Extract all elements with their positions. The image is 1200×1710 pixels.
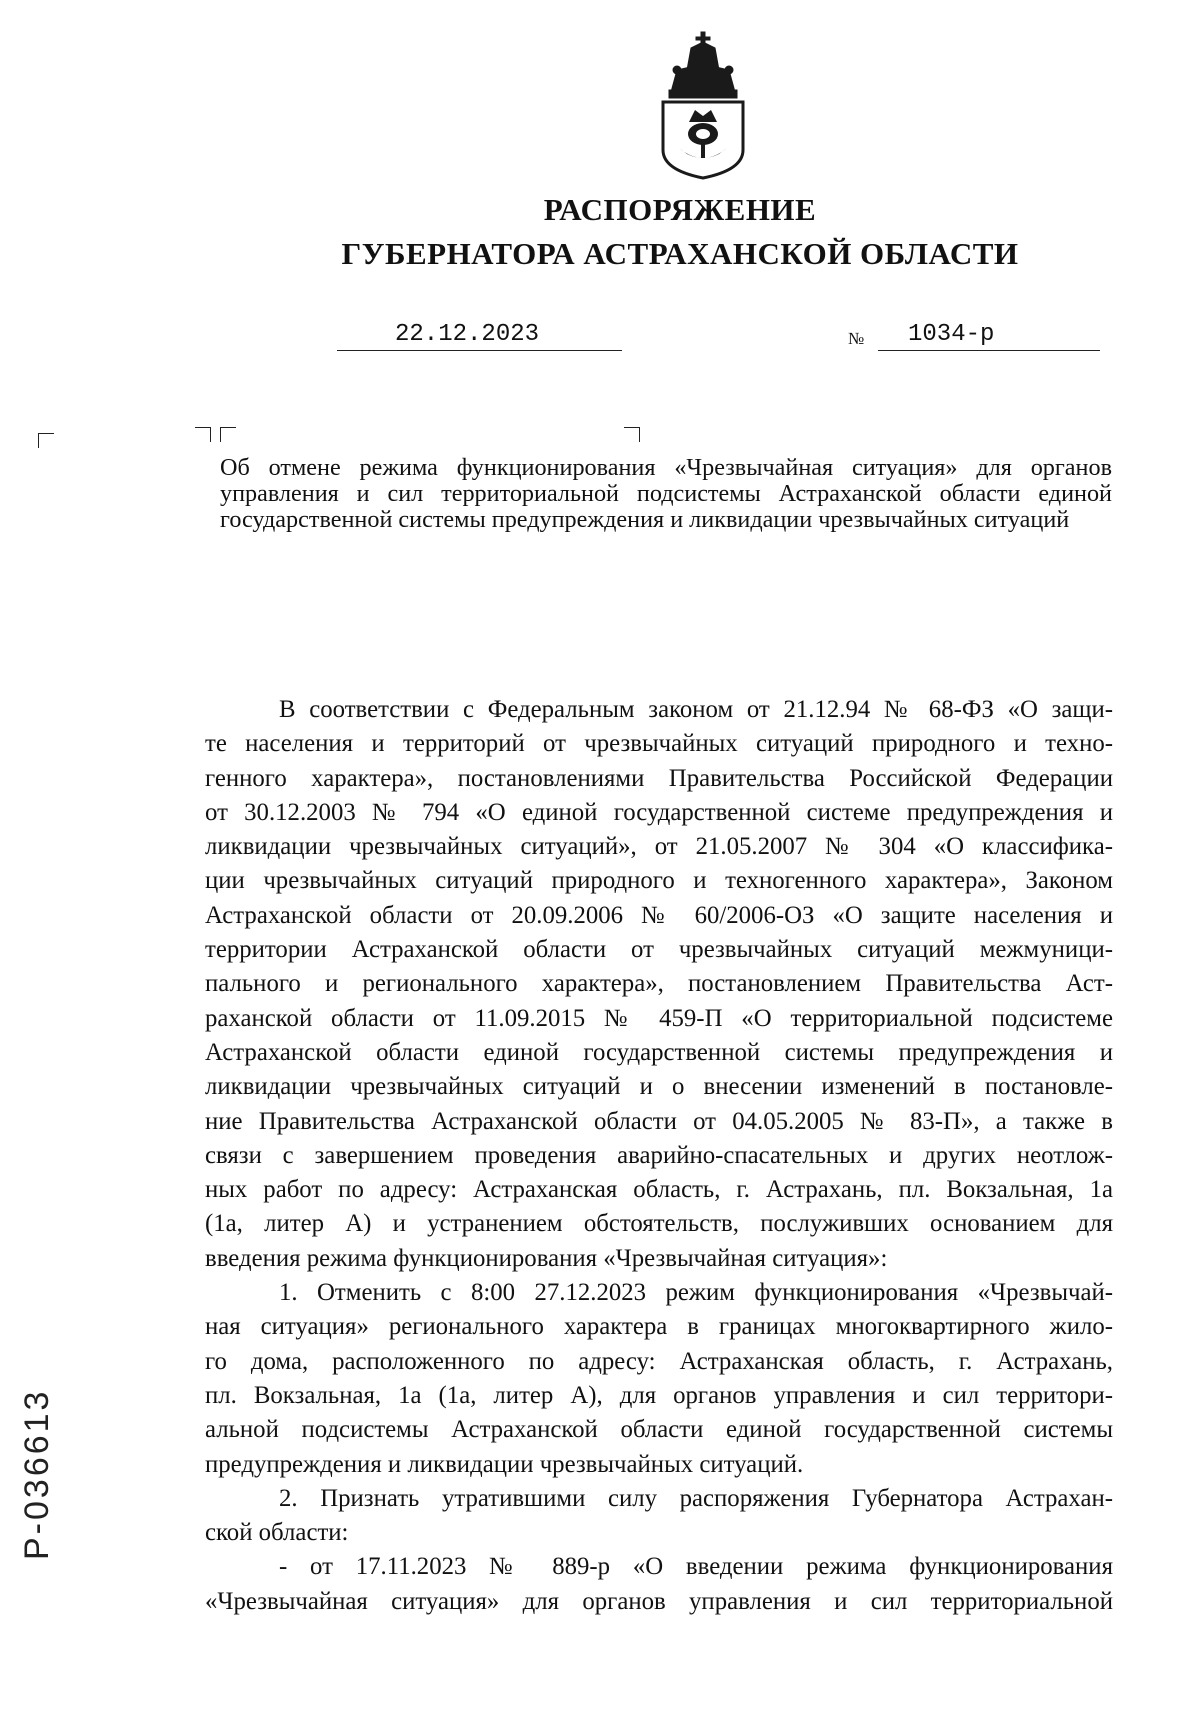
document-date: 22.12.2023 (395, 321, 540, 348)
body-line: раханской области от 11.09.2015 № 459-П «О территориальной подсистеме (205, 1004, 1113, 1032)
body-line: альной подсистемы Астраханской области единой государственной системы (205, 1416, 1113, 1444)
body-line: пального и регионального характера», постановлением Правительства Аст- (205, 970, 1113, 998)
corner-mark (220, 427, 236, 442)
issuing-authority-title: ГУБЕРНАТОРА АСТРАХАНСКОЙ ОБЛАСТИ (341, 236, 1019, 271)
body-line: го дома, расположенного по адресу: Астраханская область, г. Астрахань, (205, 1347, 1113, 1375)
body-line: введения режима функционирования «Чрезвычайная ситуация»: (205, 1244, 888, 1272)
body-line: Астраханской области единой государственной системы предупреждения и (205, 1038, 1113, 1066)
body-line: ликвидации чрезвычайных ситуаций», от 21.05.2007 № 304 «О классифика- (205, 833, 1113, 861)
body-line: 1. Отменить с 8:00 27.12.2023 режим функционирования «Чрезвычай- (279, 1279, 1113, 1307)
document-number: 1034-р (908, 321, 995, 348)
body-line: ная ситуация» регионального характера в границах многоквартирного жило- (205, 1313, 1113, 1341)
body-line: от 30.12.2003 № 794 «О единой государственной системе предупреждения и (205, 798, 1113, 826)
body-line: В соответствии с Федеральным законом от 21.12.94 № 68-ФЗ «О защи- (279, 696, 1113, 723)
corner-mark (38, 433, 54, 448)
body-line: ние Правительства Астраханской области от 04.05.2005 № 83-П», а также в (205, 1107, 1113, 1135)
serial-number: Р-036613 (18, 1388, 56, 1560)
body-line: предупреждения и ликвидации чрезвычайных ситуаций. (205, 1450, 804, 1478)
body-line: ных работ по адресу: Астраханская область, г. Астрахань, пл. Вокзальная, 1а (205, 1176, 1113, 1204)
body-line: пл. Вокзальная, 1а (1а, литер А), для органов управления и сил территори- (205, 1381, 1113, 1409)
document-type-title: РАСПОРЯЖЕНИЕ (543, 192, 817, 227)
document-number-field (878, 320, 1100, 351)
body-line: ликвидации чрезвычайных ситуаций и о внесении изменений в постановле- (205, 1073, 1113, 1101)
document-subject: Об отмене режима функционирования «Чрезвычайная ситуация» для органов управления и сил территориальной подсистемы Астраханской области единой государственной системы предупреждения и ликвидации чрезвычайных ситуаций (220, 454, 1112, 533)
document-body (205, 693, 1113, 1619)
corner-mark (195, 427, 211, 442)
number-sign-label: № (848, 329, 865, 348)
body-line: связи с завершением проведения аварийно-спасательных и других неотлож- (205, 1141, 1113, 1169)
body-line: ции чрезвычайных ситуаций природного и техногенного характера», Законом (205, 867, 1113, 895)
body-line: «Чрезвычайная ситуация» для органов управления и сил территориальной (205, 1587, 1113, 1615)
body-line: те населения и территорий от чрезвычайных ситуаций природного и техно- (205, 730, 1113, 758)
body-line: (1а, литер А) и устранением обстоятельств, послуживших основанием для (205, 1210, 1113, 1238)
body-line: территории Астраханской области от чрезвычайных ситуаций межмуници- (205, 936, 1113, 964)
body-line: генного характера», постановлениями Правительства Российской Федерации (205, 764, 1113, 792)
body-line: Астраханской области от 20.09.2006 № 60/2006-ОЗ «О защите населения и (205, 901, 1113, 929)
body-line: ской области: (205, 1519, 349, 1547)
body-line: 2. Признать утратившими силу распоряжения Губернатора Астрахан- (279, 1484, 1113, 1512)
astrakhan-coat-of-arms-emblem (657, 30, 749, 182)
body-line: - от 17.11.2023 № 889-р «О введении режима функционирования (279, 1553, 1113, 1581)
corner-mark (624, 427, 640, 442)
document-date-field (337, 320, 622, 351)
